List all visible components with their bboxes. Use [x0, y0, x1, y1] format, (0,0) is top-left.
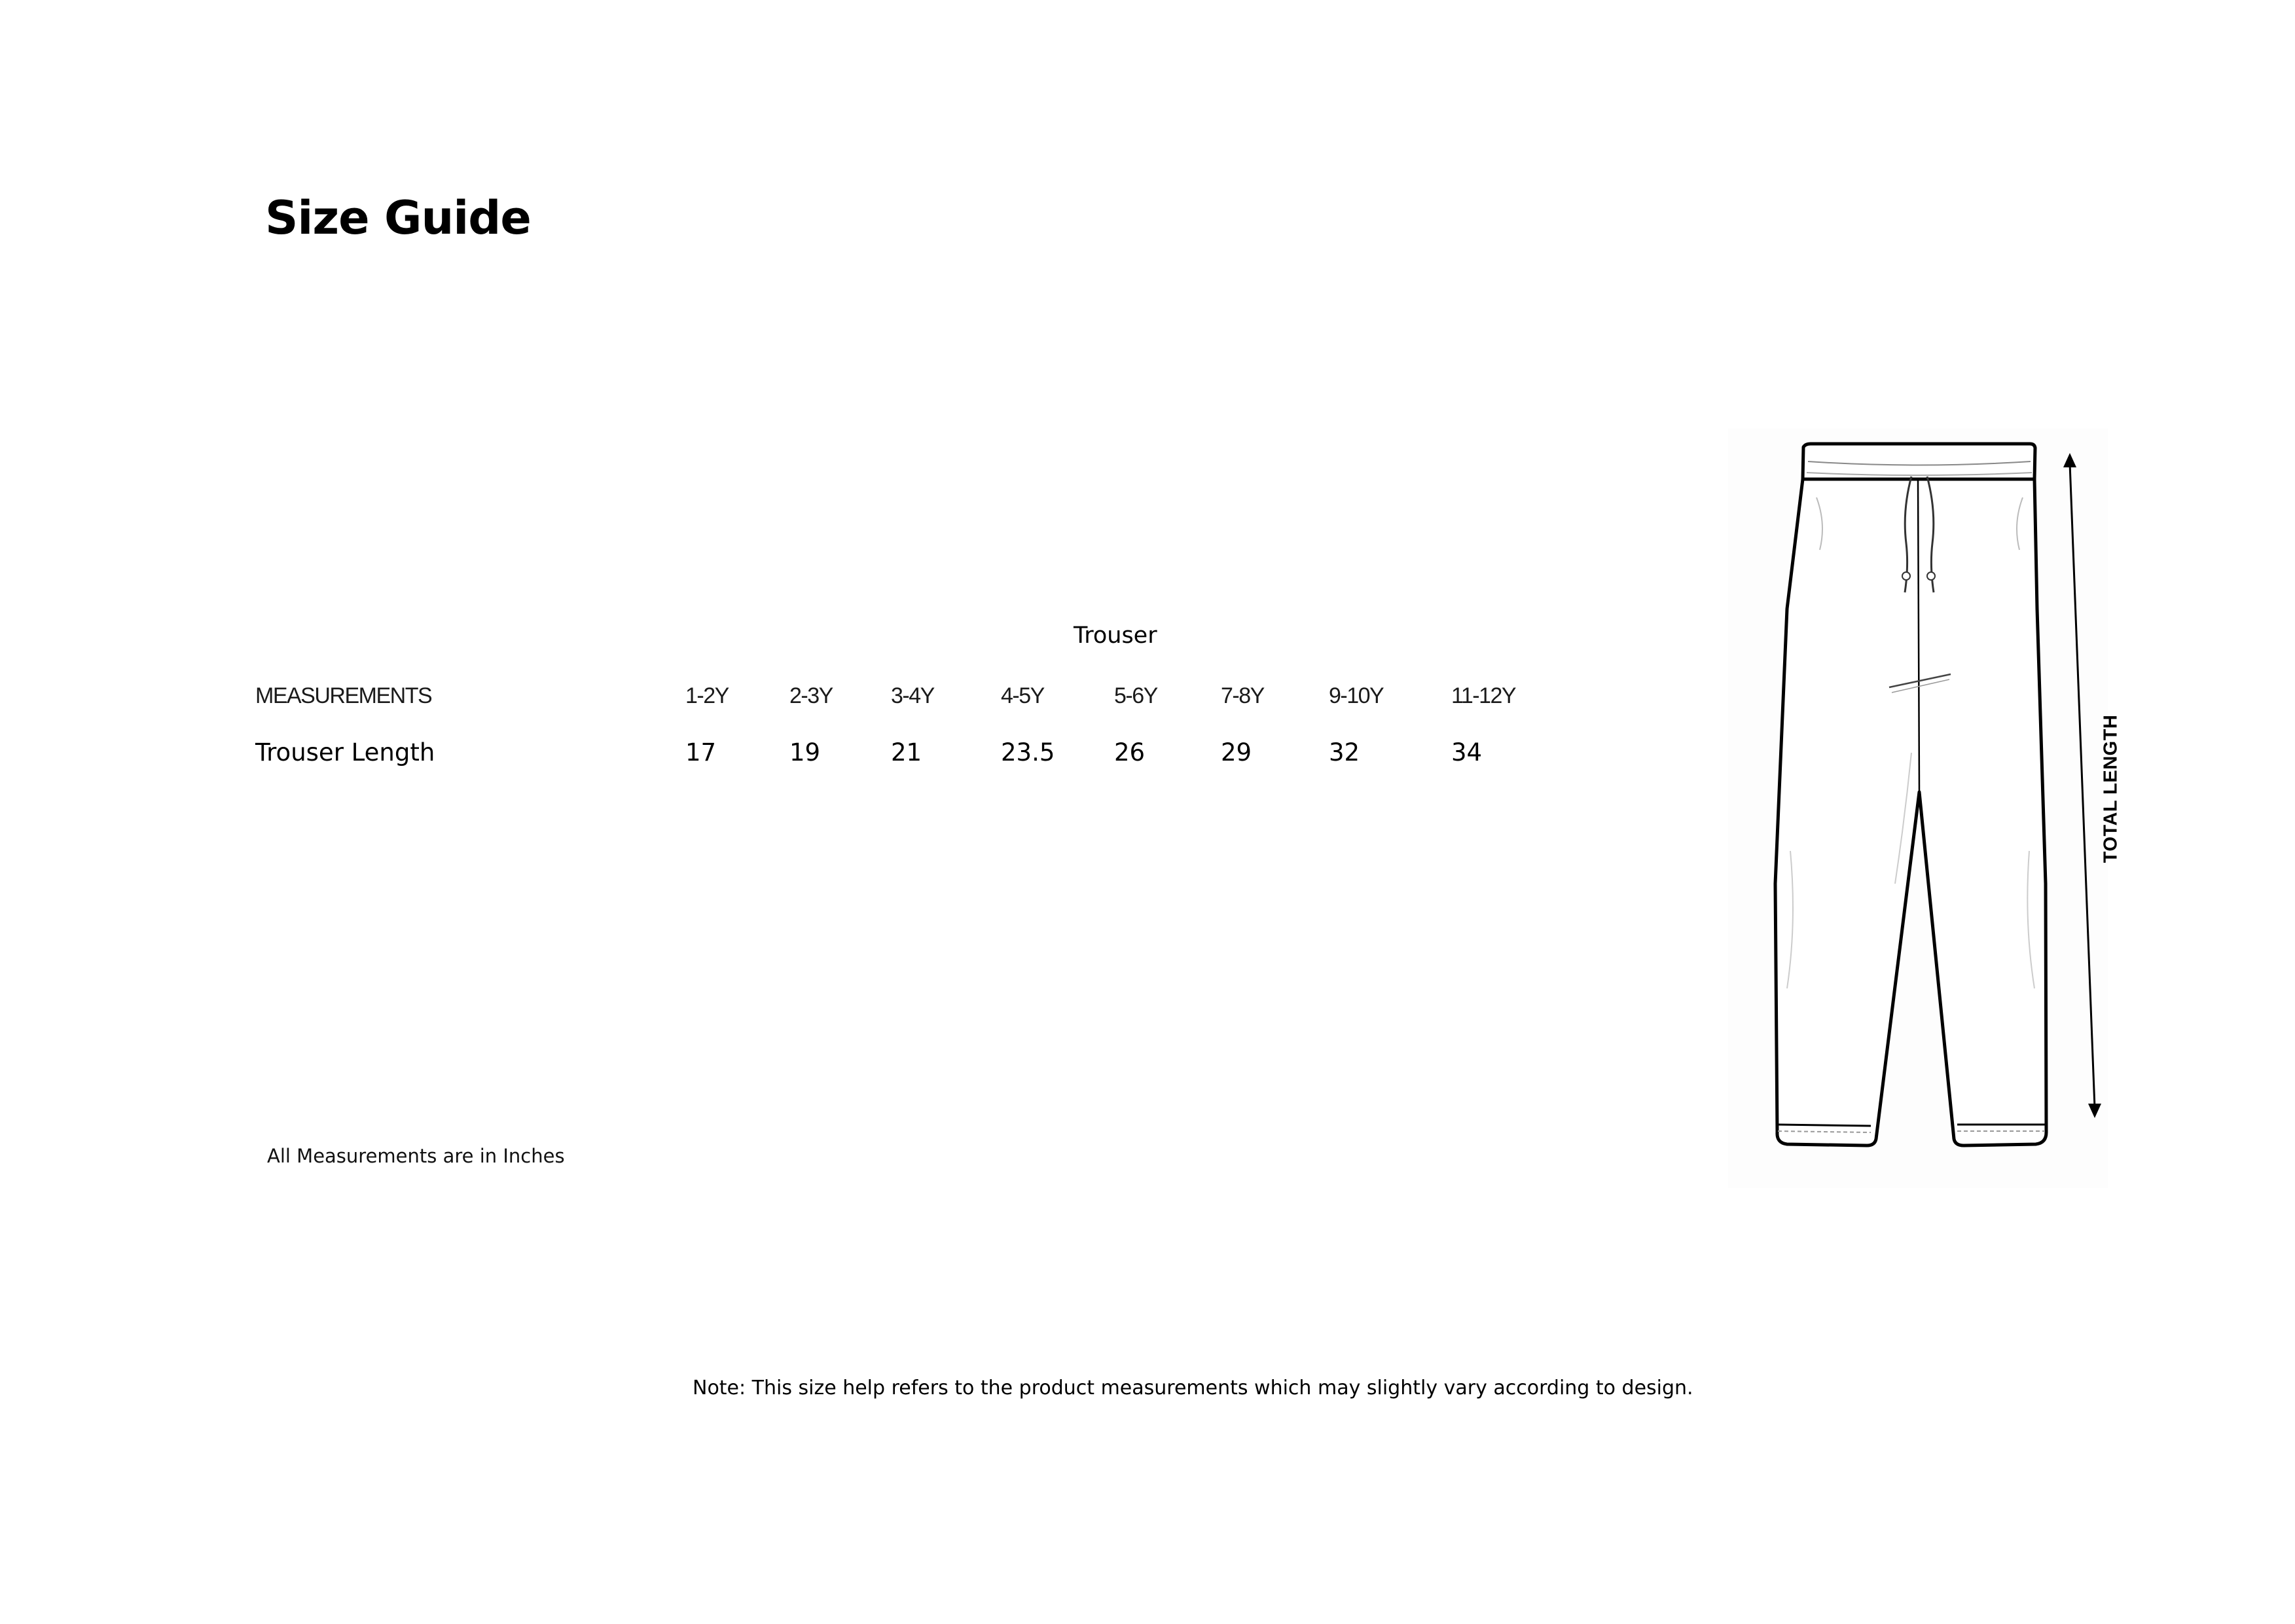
table-caption: Trouser — [1074, 623, 1157, 649]
value-cell: 29 — [1221, 738, 1252, 767]
measurements-header: MEASUREMENTS — [255, 683, 432, 708]
value-cell: 26 — [1114, 738, 1146, 767]
size-header-4: 4-5Y — [1001, 683, 1044, 708]
value-cell: 17 — [685, 738, 717, 767]
value-cell: 19 — [789, 738, 821, 767]
size-header-5: 5-6Y — [1114, 683, 1157, 708]
page-title: Size Guide — [265, 191, 531, 245]
value-cell: 23.5 — [1001, 738, 1055, 767]
size-header-8: 11-12Y — [1451, 683, 1516, 708]
value-cell: 21 — [891, 738, 922, 767]
size-header-7: 9-10Y — [1329, 683, 1384, 708]
value-cell: 34 — [1451, 738, 1483, 767]
total-length-label — [2091, 710, 2131, 867]
footer-note: Note: This size help refers to the product measurements which may slightly vary according to design. — [693, 1377, 1693, 1399]
size-header-1: 1-2Y — [685, 683, 729, 708]
row-label: Trouser Length — [255, 738, 435, 767]
value-cell: 32 — [1329, 738, 1360, 767]
size-header-6: 7-8Y — [1221, 683, 1264, 708]
total-length-text: TOTAL LENGTH — [2100, 714, 2122, 863]
units-note: All Measurements are in Inches — [267, 1145, 565, 1167]
size-header-2: 2-3Y — [789, 683, 833, 708]
size-header-3: 3-4Y — [891, 683, 934, 708]
